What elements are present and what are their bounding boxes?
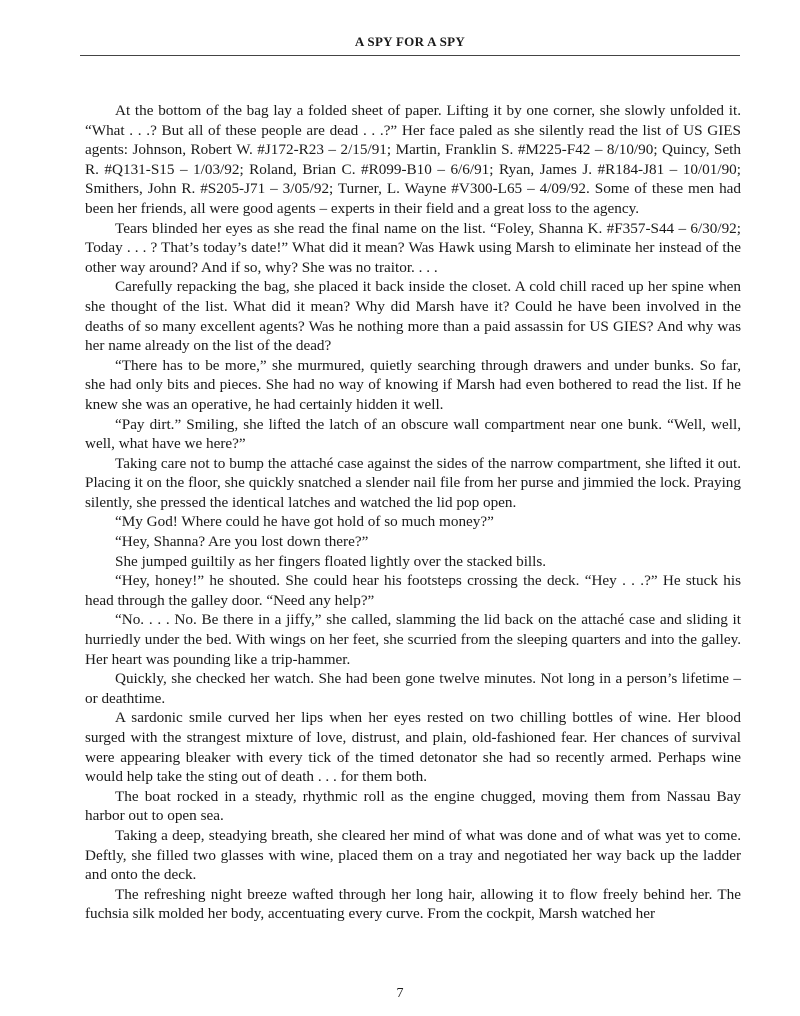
paragraph: She jumped guiltily as her fingers floated lightly over the stacked bills. bbox=[115, 552, 547, 570]
paragraph: “No. . . . No. Be there in a jiffy,” she called, slamming the lid back on the attaché case and sliding it hurriedly under the bed. With wings on her feet, she scurried from the sleeping quarters and into the galley. Her heart was pounding like a trip-hammer. bbox=[85, 611, 741, 668]
paragraph: “There has to be more,” she murmured, quietly searching through drawers and under bunks. So far, she had only bits and pieces. She had no way of knowing if Marsh had even bothered to read the list. If he knew she was an operative, he had certainly hidden it well. bbox=[85, 356, 741, 413]
body-text bbox=[85, 101, 741, 924]
paragraph: At the bottom of the bag lay a folded sheet of paper. Lifting it by one corner, she slowly unfolded it. “What . . .? But all of these people are dead . . .?” Her face paled as she silently read the list of US GIES agents: Johnson, Robert W. #J172-R23 – 2/15/91; Martin, Franklin S. #M225-F42 – 8/10/90; Quincy, Seth R. #Q131-S15 – 1/03/92; Roland, Brian C. #R099-B10 – 6/6/91; Ryan, James J. #R184-J81 – 10/01/90; Smithers, John R. #S205-J71 – 3/05/92; Turner, L. Wayne #V300-L65 – 4/09/92. Some of these men had been her friends, all were good agents – experts in their field and a great loss to the agency. bbox=[85, 102, 741, 217]
running-header: A SPY FOR A SPY bbox=[80, 34, 740, 56]
paragraph: Taking care not to bump the attaché case against the sides of the narrow compartment, she lifted it out. Placing it on the floor, she quickly snatched a slender nail file from her purse and jimmied the lock. Praying silently, she pressed the identical latches and watched the lid pop open. bbox=[85, 454, 741, 511]
paragraph: The boat rocked in a steady, rhythmic roll as the engine chugged, moving them from Nassau Bay harbor out to open sea. bbox=[85, 787, 741, 825]
paragraph: “Pay dirt.” Smiling, she lifted the latch of an obscure wall compartment near one bunk. “Well, well, well, what have we here?” bbox=[85, 415, 741, 453]
paragraph: Taking a deep, steadying breath, she cleared her mind of what was done and of what was yet to come. Deftly, she filled two glasses with wine, placed them on a tray and negotiated her way back up the ladder and onto the deck. bbox=[85, 826, 741, 884]
paragraph: “Hey, Shanna? Are you lost down there?” bbox=[115, 533, 369, 551]
paragraph: The refreshing night breeze wafted through her long hair, allowing it to flow freely behind her. The fuchsia silk molded her body, accentuating every curve. From the cockpit, Marsh watched her bbox=[85, 885, 741, 923]
paragraph: “My God! Where could he have got hold of so much money?” bbox=[115, 513, 494, 531]
paragraph: A sardonic smile curved her lips when her eyes rested on two chilling bottles of wine. Her blood surged with the strangest mixture of love, distrust, and plain, old-fashioned fear. Her chances of survival were appearing bleaker with every tick of the timed detonator she had so recently armed. Perhaps wine would help take the sting out of death . . . for them both. bbox=[85, 709, 741, 786]
paragraph: Carefully repacking the bag, she placed it back inside the closet. A cold chill raced up her spine when she thought of the list. What did it mean? Why did Marsh have it? Could he have been involved in the deaths of so many excellent agents? Was he nothing more than a paid assassin for US GIES? And why was her name already on the list of the dead? bbox=[85, 278, 741, 355]
paragraph: Quickly, she checked her watch. She had been gone twelve minutes. Not long in a person’s lifetime – or deathtime. bbox=[85, 670, 741, 707]
page-number: 7 bbox=[396, 986, 404, 1001]
paragraph: Tears blinded her eyes as she read the final name on the list. “Foley, Shanna K. #F357-S44 – 6/30/92; Today . . . ? That’s today’s date!” What did it mean? Was Hawk using Marsh to eliminate her instead of the other way around? And if so, why? She was no traitor. . . . bbox=[85, 219, 741, 276]
paragraph: “Hey, honey!” he shouted. She could hear his footsteps crossing the deck. “Hey . . .?” He stuck his head through the galley door. “Need any help?” bbox=[85, 572, 741, 609]
